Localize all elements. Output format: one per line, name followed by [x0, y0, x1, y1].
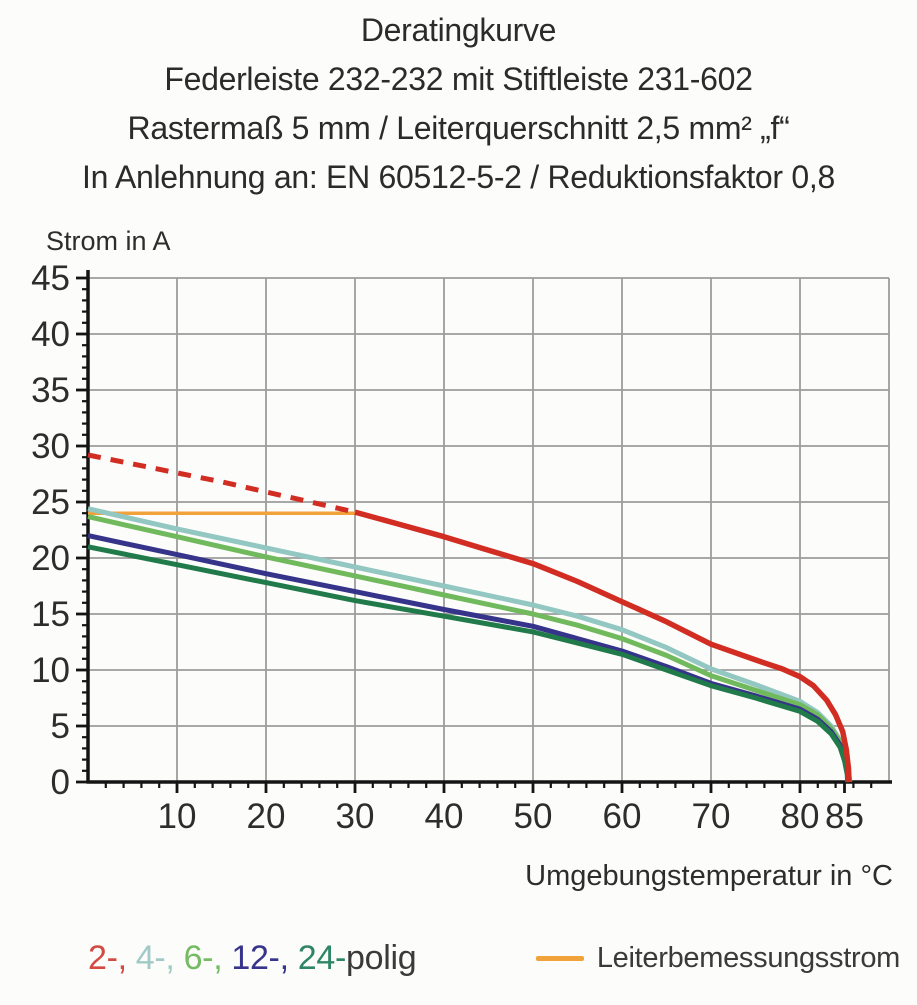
legend-pole-24: 24-: [297, 938, 346, 977]
y-tick-label: 25: [31, 483, 70, 522]
y-tick-label: 10: [31, 651, 70, 690]
y-tick-label: 0: [50, 763, 70, 802]
x-tick-label: 10: [157, 797, 197, 836]
x-tick-label: 50: [513, 797, 553, 836]
x-tick-label: 40: [424, 797, 464, 836]
x-tick-label: 60: [602, 797, 642, 836]
chart-subtitle-connector: Federleiste 232-232 mit Stiftleiste 231-602: [164, 61, 753, 97]
curve-2-polig-dashed: [88, 455, 355, 512]
curve-4-polig: [88, 509, 849, 782]
y-tick-label: 40: [31, 315, 70, 354]
x-axis-title: Umgebungstemperatur in °C: [525, 860, 893, 892]
y-tick-label: 45: [31, 259, 70, 298]
chart-subtitle-norm: In Anlehnung an: EN 60512-5-2 / Reduktionsfaktor 0,8: [82, 159, 835, 195]
y-axis-title: Strom in A: [46, 226, 171, 256]
conductor-label: Leiterbemessungsstrom: [596, 941, 900, 974]
y-tick-label: 30: [31, 427, 70, 466]
legend-poles-suffix: polig: [345, 938, 417, 977]
x-tick-label: 85: [825, 797, 864, 836]
curve-24-polig: [88, 547, 848, 782]
legend-poles: [88, 939, 416, 978]
y-tick-label: 35: [31, 371, 70, 410]
legend: [88, 936, 900, 980]
legend-pole-12: 12-,: [231, 938, 289, 977]
x-tick-label: 80: [780, 797, 820, 836]
y-tick-label: 5: [50, 707, 70, 746]
legend-pole-2: 2-,: [88, 938, 127, 977]
x-tick-label: 20: [246, 797, 286, 836]
curve-12-polig: [88, 536, 848, 782]
chart-subtitle-spec: Rastermaß 5 mm / Leiterquerschnitt 2,5 mm² „f“: [127, 110, 790, 146]
y-tick-label: 20: [31, 539, 70, 578]
legend-pole-6: 6-,: [183, 938, 223, 977]
curve-6-polig: [88, 517, 850, 782]
chart-title: Deratingkurve: [360, 12, 557, 48]
legend-pole-4: 4-,: [135, 938, 175, 977]
x-tick-label: 30: [335, 797, 375, 836]
conductor-line-swatch: [536, 956, 584, 961]
y-tick-label: 15: [31, 595, 70, 634]
chart-title-block: [0, 6, 917, 202]
legend-conductor: [536, 942, 900, 975]
x-tick-label: 70: [691, 797, 731, 836]
